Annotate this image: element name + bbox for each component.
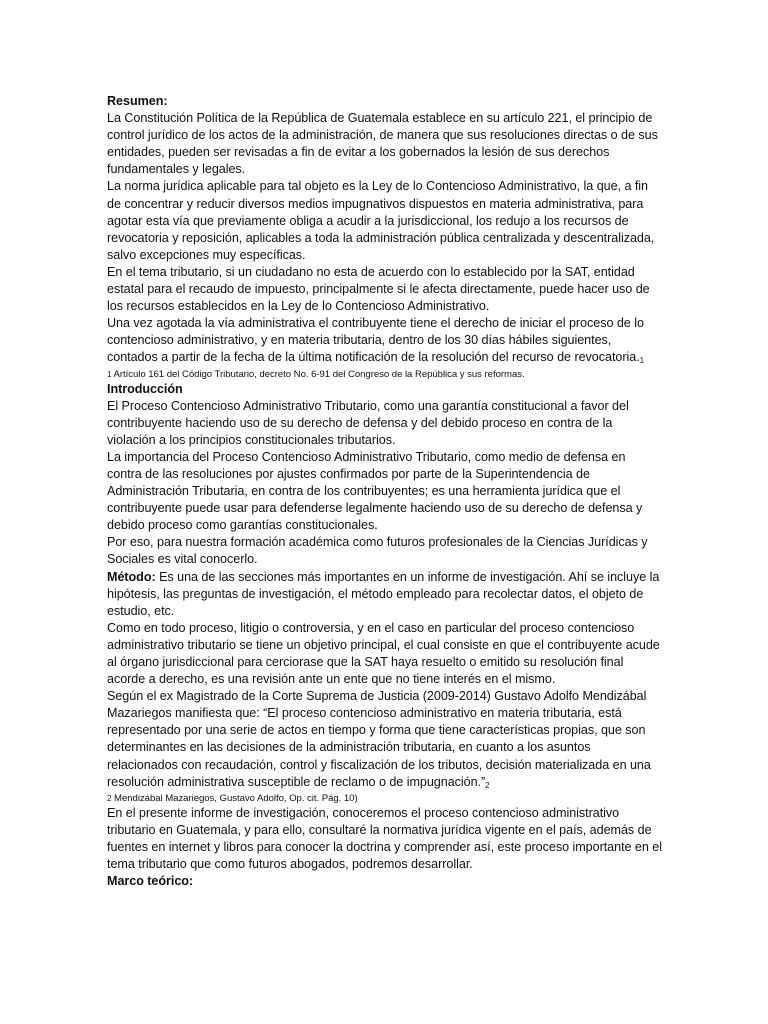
footnote-1-number: 1	[107, 369, 112, 379]
metodo-paragraph-3-text: Según el ex Magistrado de la Corte Suprema de Justicia (2009-2014) Gustavo Adolfo Mendizábal Mazariegos manifiesta que: “El proceso contencioso administrativo en materia tributaria, está representado por una serie de actos en tiempo y forma que tiene características propias, que son determinantes en las decisiones de la administración tributaria, en cuanto a los asuntos relacionados con recaudación, control y fiscalización de los tributos, decisión materializada en una resolución administrativa susceptible de reclamo o de impugnación.”	[107, 689, 651, 789]
marco-teorico-heading: Marco teórico:	[107, 874, 194, 889]
footnote-2-text: Mendizábal Mazariegos, Gustavo Adolfo, Op. cit. Pág. 10)	[114, 792, 358, 804]
metodo-paragraph-1	[107, 569, 663, 620]
resumen-paragraph-1: La Constitución Política de la República de Guatemala establece en su artículo 221, el principio de control jurídico de los actos de la administración, de manera que sus resoluciones directas o de sus entidades, pueden ser revisadas a fin de evitar a los gobernados la lesión de sus derechos fundamentales y legales.	[107, 111, 658, 177]
introduccion-paragraph-1: El Proceso Contencioso Administrativo Tributario, como una garantía constitucional a favor del contribuyente haciendo uso de su derecho de defensa y del debido proceso en contra de la violación a los principios constitucionales tributarios.	[107, 398, 629, 447]
footnote-1	[107, 368, 663, 381]
footnote-ref-2: 2	[485, 780, 490, 790]
resumen-paragraph-3: En el tema tributario, si un ciudadano no esta de acuerdo con lo establecido por la SAT, entidad estatal para el recaudo de impuesto, principalmente si le afecta directamente, puede hacer uso de los recursos establecidos en la Ley de lo Contencioso Administrativo.	[107, 264, 650, 314]
resumen-paragraph-2: La norma jurídica aplicable para tal objeto es la Ley de lo Contencioso Administrativo, la que, a fin de concentrar y reducir diversos medios impugnativos dispuestos en materia administrativa, para agotar esta vía que previamente obliga a acudir a la jurisdiccional, los redujo a los recursos de revocatoria y reposición, aplicables a toda la administración pública centralizada y descentralizada, salvo excepciones muy específicas.	[107, 179, 655, 262]
document-body	[107, 93, 663, 890]
metodo-paragraph-3	[107, 688, 663, 792]
metodo-paragraph-1-text: Es una de las secciones más importantes en un informe de investigación. Ahí se incluye la hipótesis, las preguntas de investigación, el método empleado para recolectar datos, el objeto de estudio, etc.	[107, 569, 660, 618]
footnote-1-text: Artículo 161 del Código Tributario, decreto No. 6-91 del Congreso de la República y sus reformas.	[113, 368, 525, 380]
footnote-ref-1: 1	[639, 356, 645, 366]
resumen-paragraph-4-text: Una vez agotada la vía administrativa el contribuyente tiene el derecho de iniciar el proceso de lo contencioso administrativo, y en materia tributaria, dentro de los 30 días hábiles siguientes, contados a partir de la fecha de la última notificación de la resolución del recurso de revocatoria.	[107, 316, 644, 365]
introduccion-paragraph-2: La importancia del Proceso Contencioso Administrativo Tributario, como medio de defensa en contra de las resoluciones por ajustes confirmados por parte de la Superintendencia de Administración Tributaria, en contra de los contribuyentes; es una herramienta jurídica que el contribuyente puede usar para defenderse legalmente haciendo uso de su derecho de defensa y debido proceso como garantías constitucionales.	[107, 449, 643, 533]
introduccion-paragraph-3: Por eso, para nuestra formación académica como futuros profesionales de la Ciencias Jurídicas y Sociales es vital conocerlo.	[107, 535, 648, 567]
introduccion-heading: Introducción	[107, 381, 183, 396]
resumen-heading: Resumen:	[107, 94, 168, 108]
informe-paragraph: En el presente informe de investigación, conoceremos el proceso contencioso administrativo tributario en Guatemala, y para ello, consultaré la normativa jurídica vigente en el país, además de fuentes en internet y libros para conocer la doctrina y comprender así, este proceso importante en el tema tributario que como futuros abogados, podremos desarrollar.	[107, 805, 662, 872]
metodo-label: Método:	[107, 569, 156, 584]
footnote-2	[107, 792, 663, 805]
resumen-paragraph-4	[107, 315, 663, 367]
footnote-2-number: 2	[107, 793, 112, 803]
metodo-paragraph-2: Como en todo proceso, litigio o controversia, y en el caso en particular del proceso contencioso administrativo tributario se tiene un objetivo principal, el cual consiste en que el contribuyente acude al órgano jurisdiccional para cerciorase que la SAT haya resuelto o emitido su resolución final acorde a derecho, es una revisión ante un ente que no tiene interés en el mismo.	[107, 620, 660, 687]
